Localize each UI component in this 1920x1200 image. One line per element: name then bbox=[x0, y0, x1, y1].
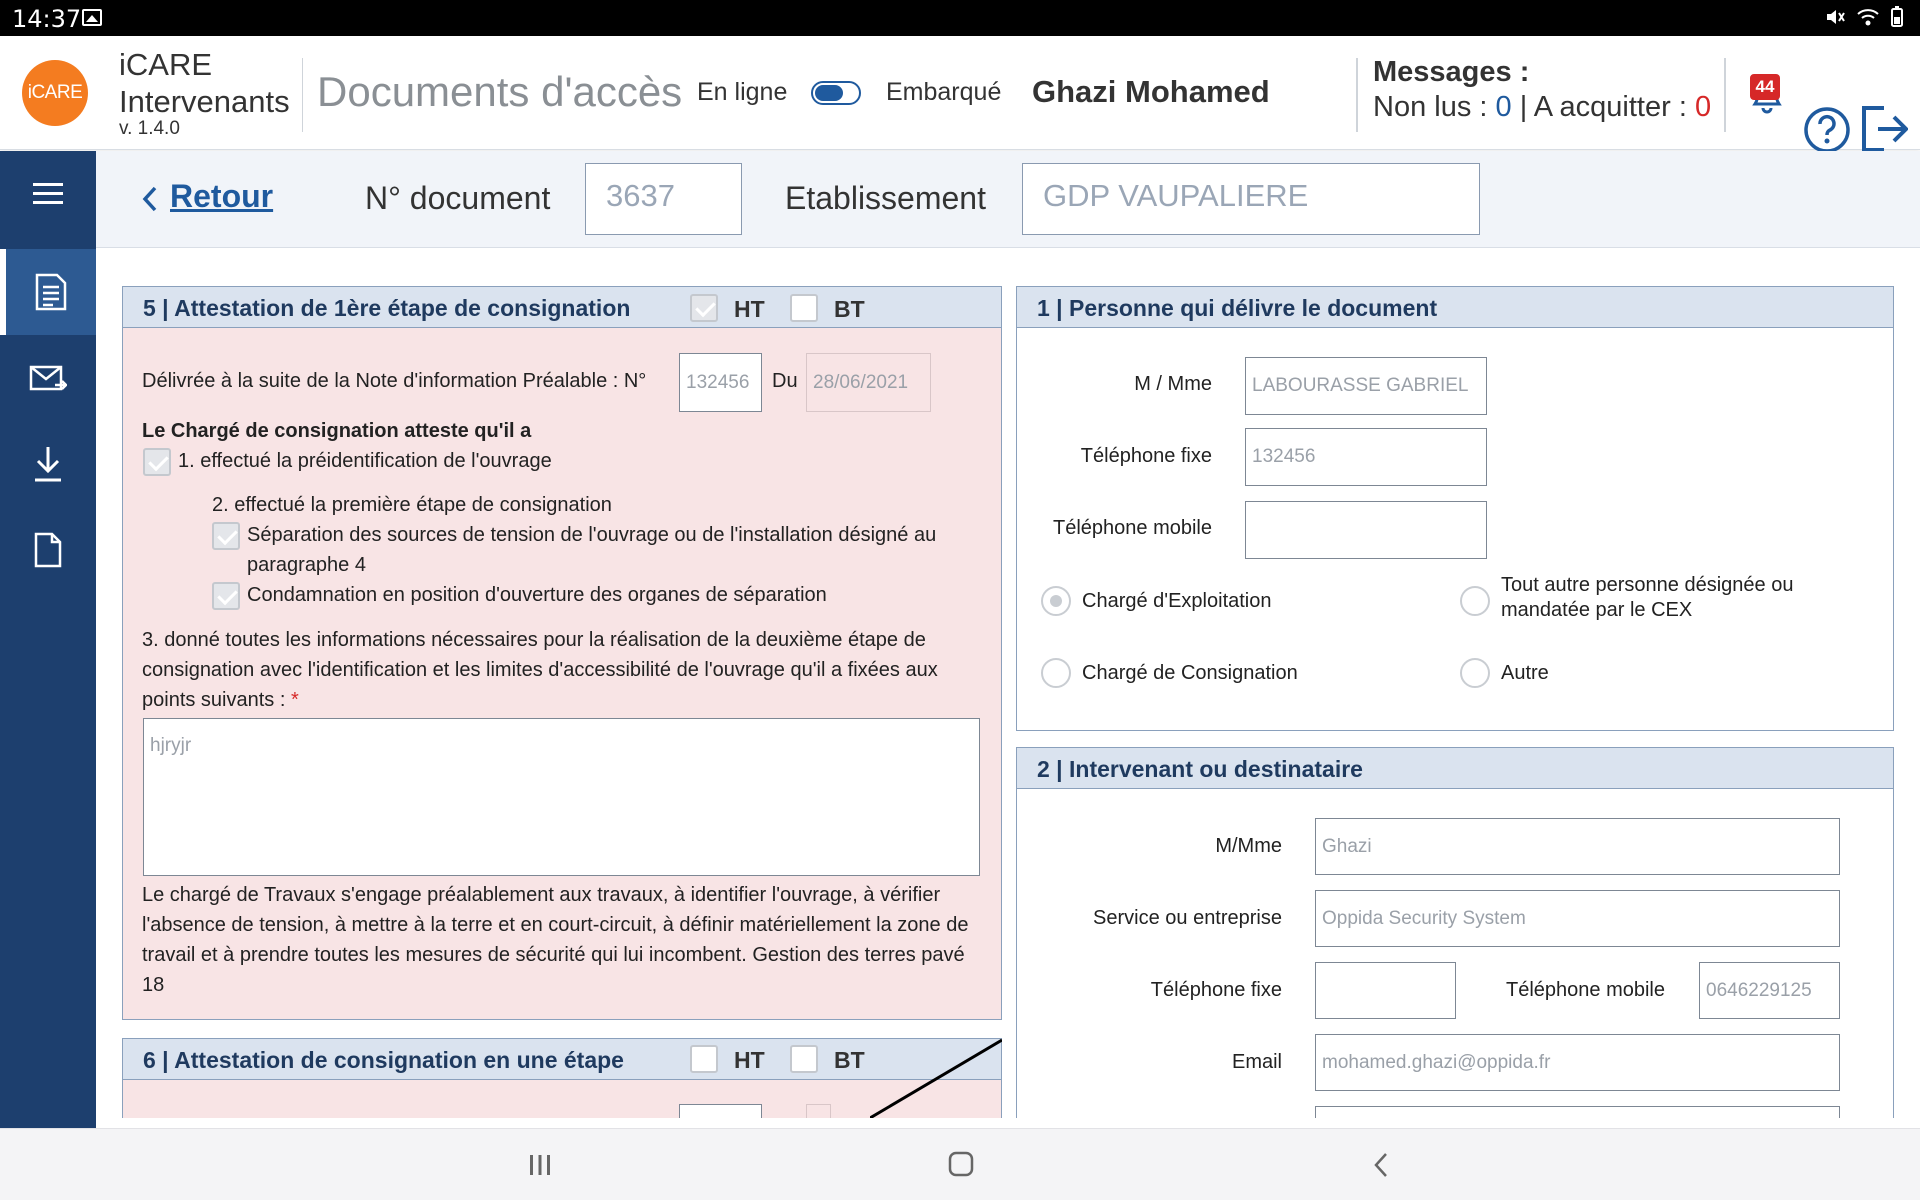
hamburger-icon bbox=[33, 182, 63, 206]
radio-charge-consignation-label: Chargé de Consignation bbox=[1082, 662, 1298, 684]
item1-text: 1. effectué la préidentification de l'ouvrage bbox=[178, 450, 552, 472]
item3-body: 3. donné toutes les informations nécessaires pour la réalisation de la deuxième étape de consignation avec l'identification et les limites d'accessibilité de l'ouvrage qu'il a fixées aux points suivants : bbox=[142, 629, 938, 711]
messages-title[interactable]: Messages : bbox=[1373, 56, 1530, 88]
item2a-checkbox[interactable] bbox=[212, 522, 240, 550]
s1-tel-mobile-label: Téléphone mobile bbox=[1053, 517, 1212, 539]
download-icon bbox=[33, 445, 63, 483]
s2-service-input[interactable]: Oppida Security System bbox=[1315, 890, 1840, 947]
content-fade bbox=[96, 1118, 1920, 1128]
app-version: v. 1.4.0 bbox=[119, 118, 180, 139]
footer-text: Le chargé de Travaux s'engage préalablement aux travaux, à identifier l'ouvrage, à vérifier l'absence de tension, à mettre à la terre et en court-circuit, à définir matériellement la zone de travail et à prendre toutes les mesures de sécurité qui lui incombent. Gestion des terres pavé 18 bbox=[142, 884, 969, 996]
etablissement-input[interactable]: GDP VAUPALIERE bbox=[1022, 163, 1480, 235]
radio-autre[interactable] bbox=[1460, 658, 1490, 688]
app-name-line2: Intervenants bbox=[119, 84, 290, 119]
user-name: Ghazi Mohamed bbox=[1032, 74, 1270, 109]
s1-mme-input[interactable]: LABOURASSE GABRIEL bbox=[1245, 357, 1487, 415]
doc-number-input[interactable]: 3637 bbox=[585, 163, 742, 235]
back-link[interactable]: Retour bbox=[170, 178, 274, 214]
online-label: En ligne bbox=[697, 78, 788, 106]
radio-autre-personne[interactable] bbox=[1460, 586, 1490, 616]
sidebar-item-messages[interactable] bbox=[0, 335, 96, 421]
page-title: Documents d'accès bbox=[317, 68, 683, 115]
section-5-title: 5 | Attestation de 1ère étape de consignation bbox=[143, 295, 631, 321]
wifi-icon bbox=[1856, 6, 1880, 28]
battery-icon bbox=[1890, 6, 1904, 28]
sidebar-item-file[interactable] bbox=[0, 507, 96, 593]
mail-icon bbox=[29, 363, 67, 393]
unread-label: Non lus : bbox=[1373, 91, 1488, 123]
ht-label-s6: HT bbox=[734, 1047, 765, 1073]
embarked-label: Embarqué bbox=[886, 78, 1002, 106]
nip-number-input[interactable]: 132456 bbox=[679, 353, 762, 412]
status-time: 14:37 bbox=[12, 5, 82, 33]
ht-checkbox-s5[interactable] bbox=[690, 294, 718, 322]
delivered-text: Délivrée à la suite de la Note d'information Préalable : N° bbox=[142, 370, 647, 392]
doc-number-label: N° document bbox=[365, 180, 551, 216]
section-2-title: 2 | Intervenant ou destinataire bbox=[1037, 756, 1363, 782]
logo-text: iCARE bbox=[27, 82, 83, 103]
radio-charge-consignation[interactable] bbox=[1041, 658, 1071, 688]
messages-separator: | bbox=[1519, 91, 1528, 123]
recent-apps-icon[interactable] bbox=[528, 1153, 552, 1177]
notification-badge: 44 bbox=[1750, 74, 1780, 100]
s2-tel-fixe-input[interactable] bbox=[1315, 962, 1456, 1019]
home-icon[interactable] bbox=[948, 1151, 974, 1177]
divider bbox=[302, 58, 303, 132]
item2-text: 2. effectué la première étape de consignation bbox=[212, 494, 612, 516]
system-nav-bar bbox=[0, 1128, 1920, 1200]
sidebar-item-documents[interactable] bbox=[0, 249, 96, 335]
to-ack-label: A acquitter : bbox=[1533, 91, 1687, 123]
bt-checkbox-s6[interactable] bbox=[790, 1045, 818, 1073]
divider bbox=[1356, 58, 1358, 132]
messages-counts[interactable] bbox=[1373, 91, 1711, 124]
radio-charge-exploitation-label: Chargé d'Exploitation bbox=[1082, 590, 1272, 612]
logout-icon[interactable] bbox=[1860, 104, 1908, 154]
s1-tel-mobile-input[interactable] bbox=[1245, 501, 1487, 559]
s2-tel-fixe-label: Téléphone fixe bbox=[1150, 979, 1282, 1001]
sidebar bbox=[0, 151, 96, 1128]
app-header bbox=[0, 36, 1920, 150]
image-notification-icon bbox=[82, 9, 102, 26]
sidebar-item-download[interactable] bbox=[0, 421, 96, 507]
radio-autre-label: Autre bbox=[1501, 662, 1549, 684]
item2b-text: Condamnation en position d'ouverture des organes de séparation bbox=[247, 584, 827, 606]
s2-email-input[interactable]: mohamed.ghazi@oppida.fr bbox=[1315, 1034, 1840, 1091]
bt-label-s6: BT bbox=[834, 1047, 865, 1073]
bt-label-s5: BT bbox=[834, 296, 865, 322]
section-2-header bbox=[1017, 748, 1893, 789]
mode-toggle[interactable] bbox=[811, 81, 861, 105]
divider bbox=[1724, 58, 1726, 132]
s2-service-label: Service ou entreprise bbox=[1093, 907, 1282, 929]
item2a-text: Séparation des sources de tension de l'ouvrage ou de l'installation désigné au paragraphe 4 bbox=[247, 524, 937, 576]
points-textarea[interactable]: hjryjr bbox=[143, 718, 980, 876]
s2-tel-mobile-label: Téléphone mobile bbox=[1506, 979, 1665, 1001]
file-icon bbox=[34, 532, 62, 568]
disabled-strike-line bbox=[870, 1038, 1002, 1118]
section-1-title: 1 | Personne qui délivre le document bbox=[1037, 295, 1438, 321]
item3-text bbox=[142, 625, 992, 715]
to-ack-count: 0 bbox=[1694, 91, 1712, 123]
date-input[interactable]: 28/06/2021 bbox=[806, 353, 931, 412]
s2-email-label: Email bbox=[1231, 1051, 1282, 1073]
app-name-line1: iCARE bbox=[119, 47, 213, 82]
s1-tel-fixe-input[interactable]: 132456 bbox=[1245, 428, 1487, 486]
section-1-header bbox=[1017, 287, 1893, 328]
section-6-title: 6 | Attestation de consignation en une étape bbox=[143, 1047, 624, 1073]
etablissement-label: Etablissement bbox=[785, 180, 986, 216]
s2-next-input[interactable] bbox=[1315, 1106, 1840, 1118]
chevron-left-icon[interactable] bbox=[142, 186, 158, 212]
s1-tel-fixe-label: Téléphone fixe bbox=[1080, 445, 1212, 467]
radio-charge-exploitation[interactable] bbox=[1041, 586, 1071, 616]
status-icons bbox=[1824, 6, 1904, 28]
document-list-icon bbox=[35, 273, 67, 311]
s2-tel-mobile-input[interactable]: 0646229125 bbox=[1699, 962, 1840, 1019]
ht-checkbox-s6[interactable] bbox=[690, 1045, 718, 1073]
menu-button[interactable] bbox=[0, 151, 96, 237]
bt-checkbox-s5[interactable] bbox=[790, 294, 818, 322]
s6-number-input[interactable] bbox=[679, 1104, 762, 1118]
back-nav-icon[interactable] bbox=[1372, 1151, 1390, 1179]
app-logo bbox=[22, 60, 88, 126]
s2-mme-label: M/Mme bbox=[1215, 835, 1282, 857]
app-name bbox=[119, 46, 290, 120]
toggle-knob bbox=[815, 85, 843, 101]
du-label: Du bbox=[772, 370, 798, 392]
required-mark: * bbox=[290, 689, 299, 711]
section-5-header bbox=[123, 287, 1001, 328]
s2-mme-input[interactable]: Ghazi bbox=[1315, 818, 1840, 875]
s1-mme-label: M / Mme bbox=[1134, 373, 1212, 395]
status-bar bbox=[0, 0, 1920, 36]
ht-label-s5: HT bbox=[734, 296, 765, 322]
unread-count: 0 bbox=[1495, 91, 1512, 123]
help-icon[interactable] bbox=[1803, 106, 1851, 154]
mute-icon bbox=[1824, 6, 1846, 28]
attest-title: Le Chargé de consignation atteste qu'il a bbox=[142, 420, 532, 442]
item2b-checkbox[interactable] bbox=[212, 582, 240, 610]
s6-date-input[interactable] bbox=[806, 1104, 831, 1118]
item1-checkbox[interactable] bbox=[143, 448, 171, 476]
radio-autre-personne-label: Tout autre personne désignée ou mandatée par le CEX bbox=[1501, 574, 1794, 621]
